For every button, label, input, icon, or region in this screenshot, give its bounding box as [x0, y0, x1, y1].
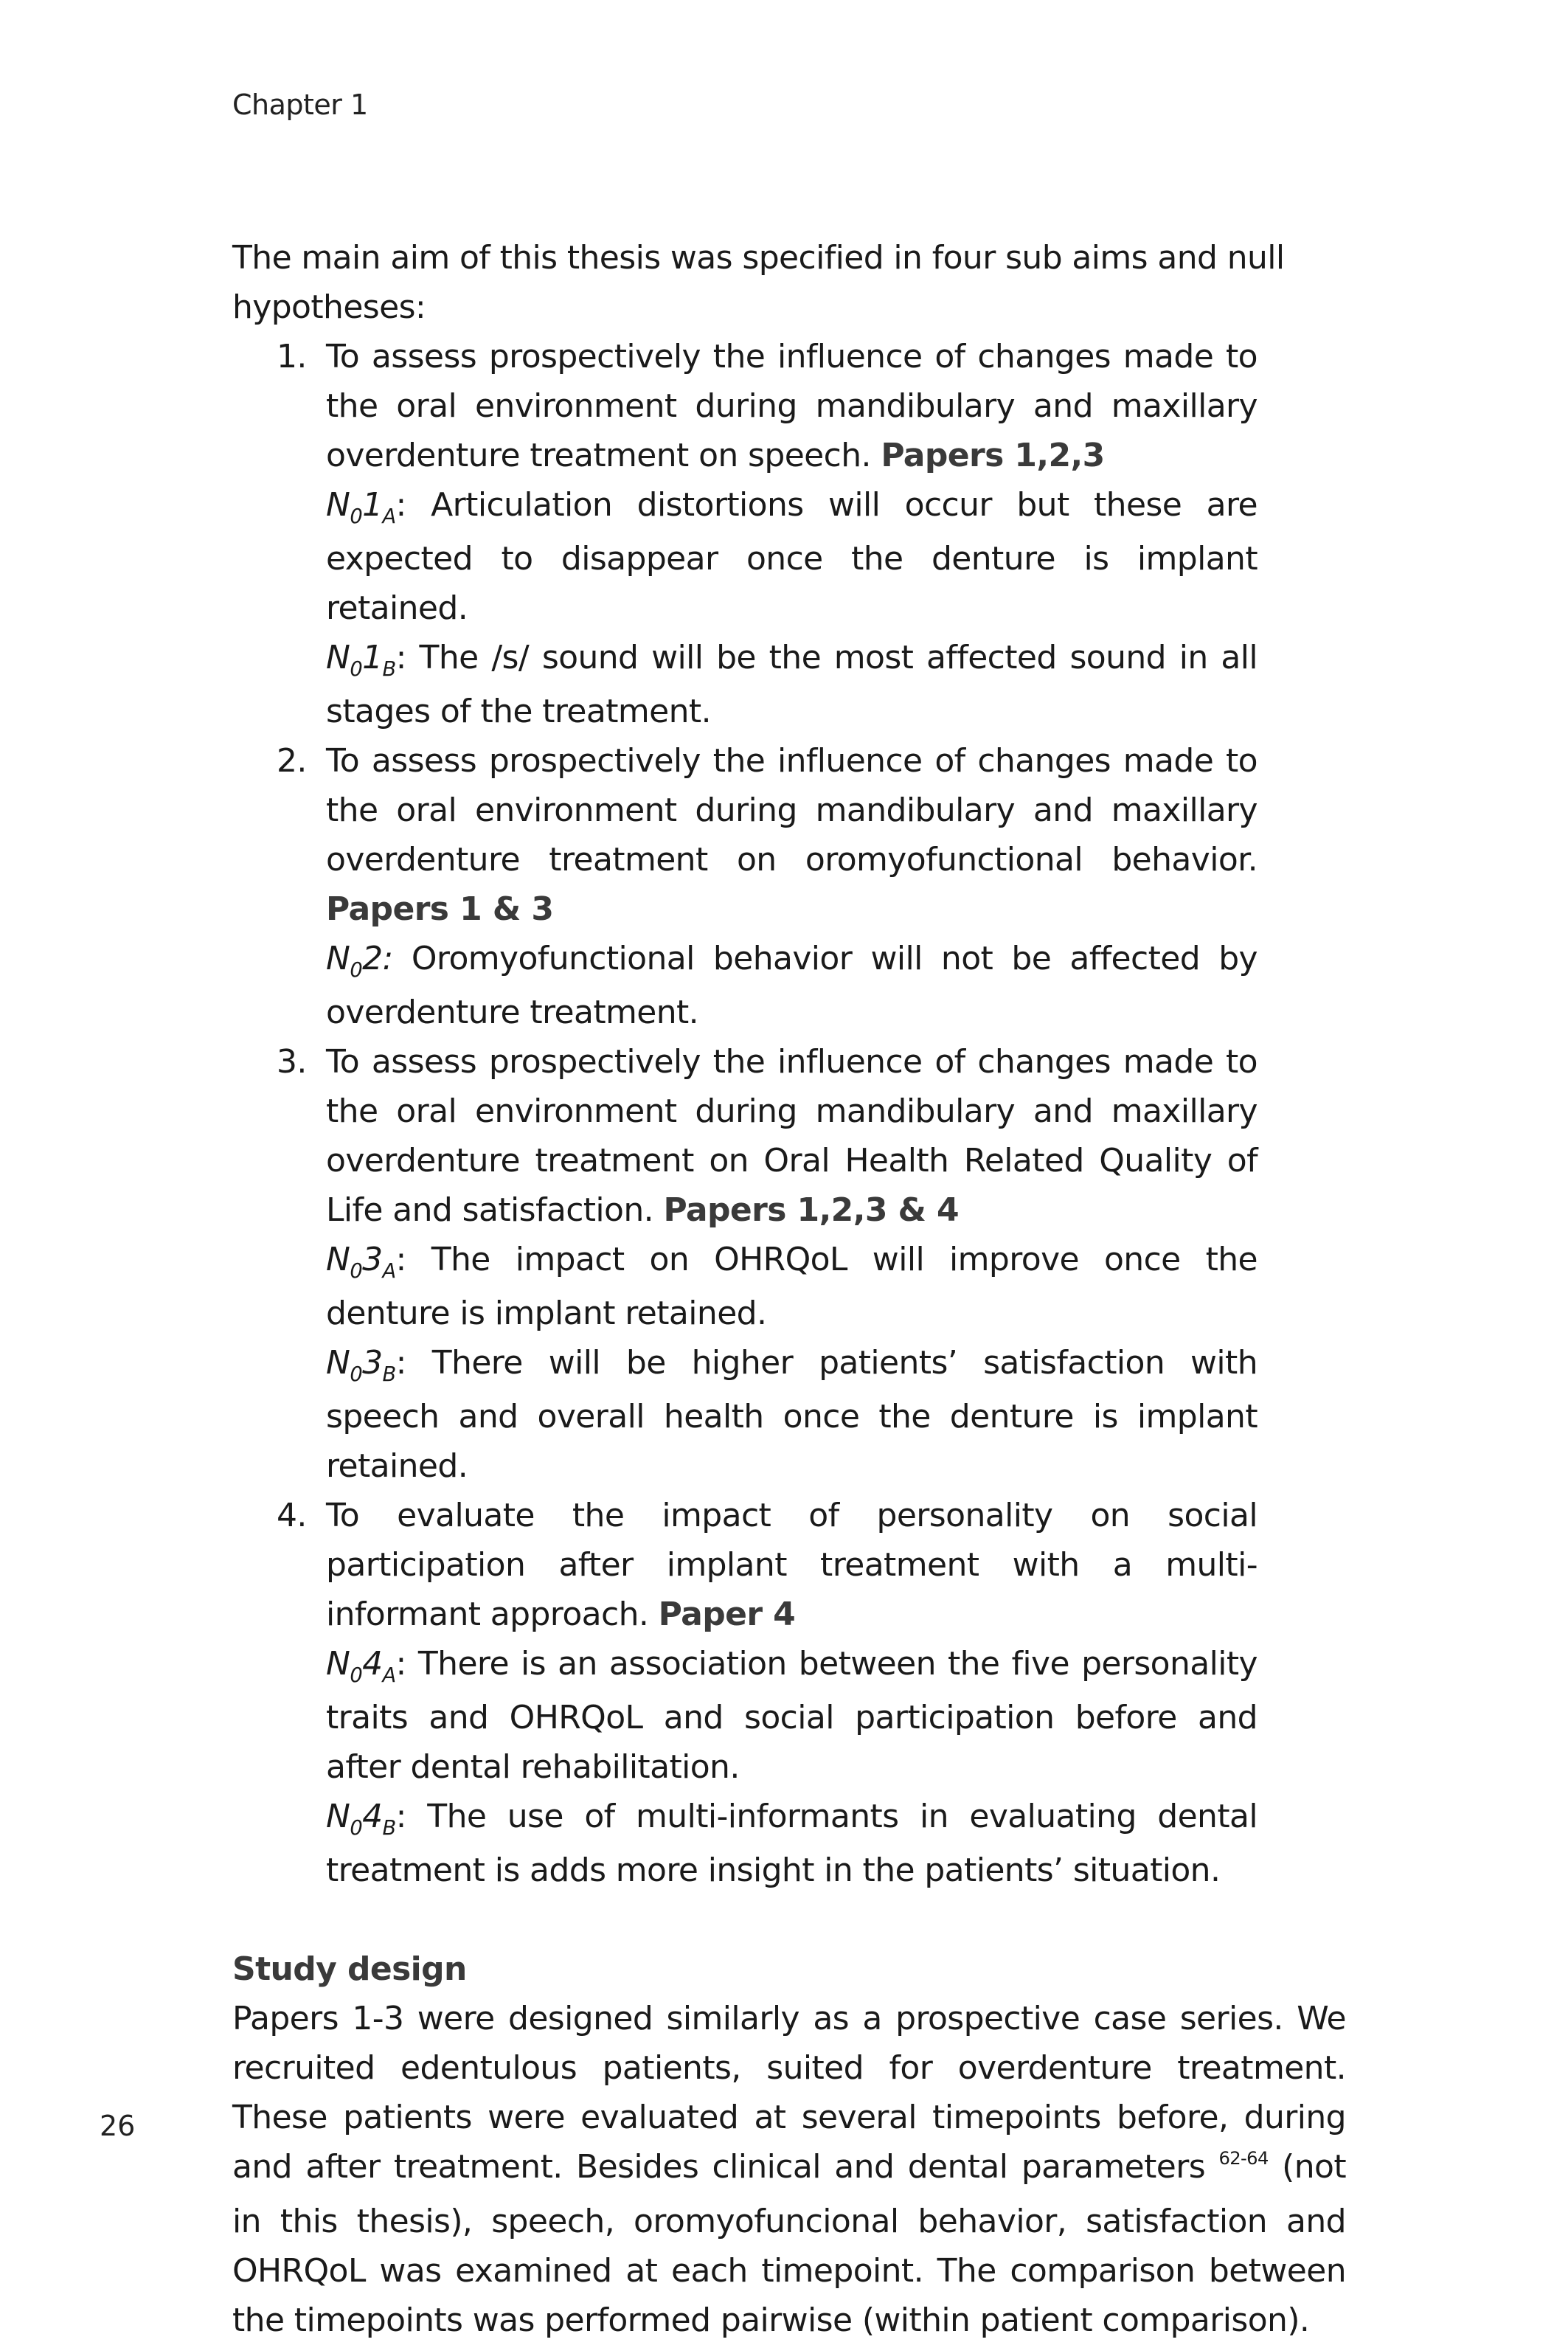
aim-item	[232, 332, 1257, 736]
hypothesis-subscript: A	[382, 1663, 396, 1687]
aim-papers: Papers 1,2,3	[881, 437, 1105, 474]
aim-text-paragraph	[326, 332, 1257, 480]
aim-text: To assess prospectively the influence of changes made to the oral environment during mandibulary and maxillary overdenture treatment on oromyofunctional behavior.	[326, 742, 1257, 879]
hypothesis-index: 3	[362, 1344, 383, 1382]
citation-reference: 62-64	[1218, 2147, 1269, 2169]
hypothesis	[326, 1639, 1257, 1792]
aim-text: To evaluate the impact of personality on social participation after implant treatment with a multi-informant approach.	[326, 1497, 1257, 1633]
study-design-paragraph	[232, 1994, 1346, 2345]
hypothesis	[326, 480, 1257, 633]
aim-text: To assess prospectively the influence of changes made to the oral environment during mandibulary and maxillary overdenture treatment on Oral Health Related Quality of Life and satisfaction.	[326, 1043, 1257, 1229]
hypothesis-symbol: N	[326, 1241, 350, 1278]
hypothesis-subscript: B	[382, 657, 396, 681]
hypothesis-text: : The use of multi-informants in evaluating dental treatment is adds more insight in the patients’ situation.	[326, 1798, 1257, 1889]
hypothesis-symbol: N	[326, 940, 350, 977]
aim-text: To assess prospectively the influence of changes made to the oral environment during mandibulary and maxillary overdenture treatment on speech.	[326, 338, 1257, 474]
hypothesis-text: Oromyofunctional behavior will not be affected by overdenture treatment.	[326, 940, 1257, 1031]
hypothesis	[326, 1792, 1257, 1895]
page-content	[232, 233, 1346, 2345]
hypothesis-text: : The /s/ sound will be the most affected sound in all stages of the treatment.	[326, 639, 1257, 730]
aim-number: 4.	[277, 1497, 307, 1534]
aim-text-paragraph	[326, 736, 1257, 934]
hypothesis-symbol: N	[326, 486, 350, 524]
hypothesis-text: : Articulation distortions will occur but these are expected to disappear once the denture is implant retained.	[326, 486, 1257, 627]
hypothesis-null-subscript: 0	[350, 505, 363, 528]
hypothesis	[326, 633, 1257, 736]
hypothesis-null-subscript: 0	[350, 958, 363, 982]
hypothesis-text: : There is an association between the five personality traits and OHRQoL and social participation before and after dental rehabilitation.	[326, 1645, 1257, 1786]
hypothesis-text: : The impact on OHRQoL will improve once the denture is implant retained.	[326, 1241, 1257, 1332]
aim-papers: Papers 1,2,3 & 4	[663, 1191, 960, 1229]
hypothesis-index: 4	[362, 1798, 383, 1835]
hypothesis-null-subscript: 0	[350, 1816, 363, 1840]
hypothesis-symbol: N	[326, 1798, 350, 1835]
study-design-text-part: Papers 1-3 were designed similarly as a prospective case series. We recruited edentulous patients, suited for overdenture treatment. These patients were evaluated at several timepoints before, during and after treatment. Besides clinical and dental parameters	[232, 2000, 1346, 2186]
aim-item	[232, 1491, 1257, 1895]
hypothesis	[326, 1338, 1257, 1491]
hypothesis-index: 1	[362, 486, 383, 524]
hypothesis-null-subscript: 0	[350, 1259, 363, 1283]
hypothesis-null-subscript: 0	[350, 657, 363, 681]
running-head-chapter: Chapter 1	[232, 89, 368, 121]
study-design-text-part: (not in this thesis), speech, oromyofuncional behavior, satisfaction and OHRQoL was examined at each timepoint. The comparison between the timepoints was performed pairwise (within patient comparison).	[232, 2148, 1346, 2339]
aim-papers: Paper 4	[658, 1596, 796, 1633]
hypothesis-index: 4	[362, 1645, 383, 1683]
aim-item	[232, 736, 1257, 1037]
aim-number: 3.	[277, 1043, 307, 1081]
aim-number: 1.	[277, 338, 307, 375]
hypothesis-subscript: B	[382, 1816, 396, 1840]
aim-text-paragraph	[326, 1491, 1257, 1639]
hypothesis-subscript: A	[382, 1259, 396, 1283]
section-heading-study-design: Study design	[232, 1950, 467, 1988]
hypothesis-symbol: N	[326, 639, 350, 676]
hypothesis	[326, 934, 1257, 1037]
hypothesis-symbol: N	[326, 1344, 350, 1382]
aim-item	[232, 1037, 1257, 1491]
hypothesis-subscript: A	[382, 505, 396, 528]
hypothesis-null-subscript: 0	[350, 1362, 363, 1386]
hypothesis-index: 1	[362, 639, 383, 676]
hypothesis	[326, 1235, 1257, 1338]
hypothesis-symbol: N	[326, 1645, 350, 1683]
page-number: 26	[100, 2110, 136, 2142]
hypothesis-index: 2:	[362, 940, 393, 977]
aim-number: 2.	[277, 742, 307, 780]
aims-list	[232, 332, 1257, 1895]
hypothesis-subscript: B	[382, 1362, 396, 1386]
intro-paragraph: The main aim of this thesis was specified in four sub aims and null hypotheses:	[232, 239, 1285, 326]
hypothesis-text: : There will be higher patients’ satisfaction with speech and overall health once the denture is implant retained.	[326, 1344, 1257, 1485]
hypothesis-index: 3	[362, 1241, 383, 1278]
aim-text-paragraph	[326, 1037, 1257, 1235]
hypothesis-null-subscript: 0	[350, 1663, 363, 1687]
aim-papers: Papers 1 & 3	[326, 890, 554, 928]
